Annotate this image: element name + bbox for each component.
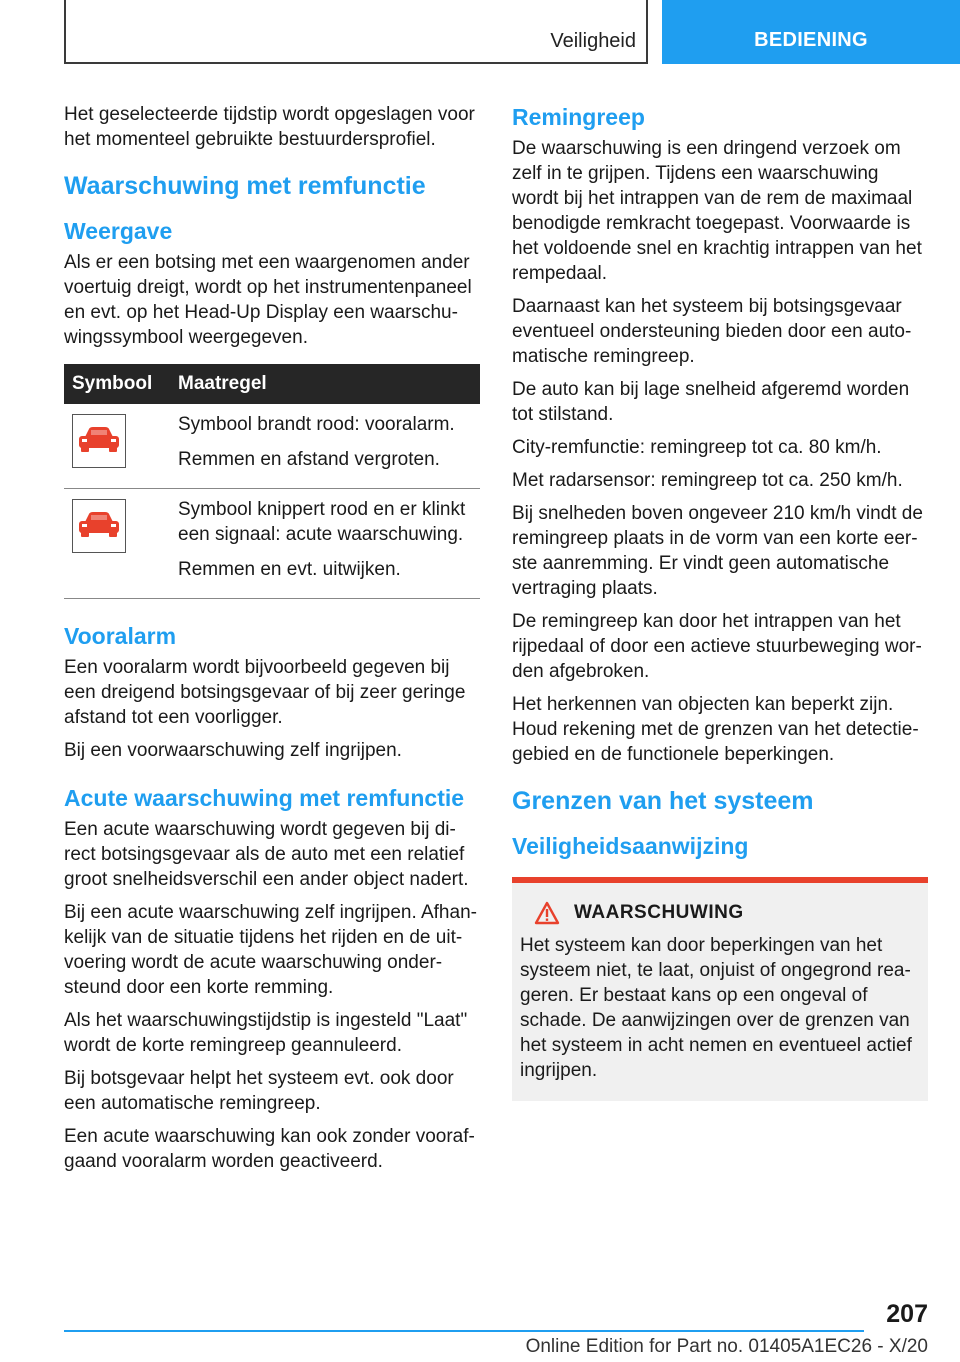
warning-text: Het systeem kan door beperkingen van het systeem niet, te laat, onjuist of ongegrond reageren. Er bestaat kans op een ongeval of schade. De aanwijzingen over de grenzen van het systeem in acht nemen en eventueel actief ingrijpen.	[520, 935, 912, 1081]
header-section-title: Veiligheid	[550, 30, 636, 52]
paragraph-acute: Een acute waarschuwing kan ook zonder voorafgaand vooralarm worden geactiveerd.	[64, 1126, 475, 1172]
measure-line: Remmen en evt. uitwijken.	[178, 559, 401, 580]
warning-title: WAARSCHUWING	[574, 902, 744, 923]
table-cell-measure	[170, 404, 480, 489]
table-header-row	[64, 364, 480, 404]
paragraph-acute: Een acute waarschuwing wordt gegeven bij direct botsingsgevaar als de auto met een relatief groot snelheidsverschil een ander object nadert.	[64, 819, 469, 890]
page-number: 207	[886, 1300, 928, 1328]
heading-veiligheid: Veiligheidsaanwijzing	[512, 833, 749, 859]
measure-line: Remmen en afstand vergroten.	[178, 449, 440, 470]
measure-line: Symbool brandt rood: vooralarm.	[178, 414, 455, 435]
heading-remingreep: Remingreep	[512, 104, 645, 130]
paragraph-remingreep: Met radarsensor: remingreep tot ca. 250 km/h.	[512, 470, 903, 491]
intro-paragraph: Het geselecteerde tijdstip wordt opgeslagen voor het momenteel gebruikte bestuurdersprofiel.	[64, 104, 475, 150]
paragraph-remingreep: City-remfunctie: remingreep tot ca. 80 km/h.	[512, 437, 882, 458]
table-cell-symbol	[64, 489, 170, 599]
heading-acute: Acute waarschuwing met remfunctie	[64, 785, 465, 811]
left-column	[64, 102, 480, 1182]
right-column	[512, 102, 928, 1101]
car-warning-icon	[72, 414, 126, 468]
paragraph-remingreep: De remingreep kan door het intrappen van het rijpedaal of door een actieve stuurbeweging worden afgebroken.	[512, 611, 922, 682]
paragraph-weergave: Als er een botsing met een waargenomen ander voertuig dreigt, wordt op het instrumentenpaneel en evt. op het Head-Up Display een waarschuwingssymbool weergegeven.	[64, 252, 472, 348]
measure-line: Symbool knippert rood en er klinkt een signaal: acute waarschuwing.	[178, 499, 466, 545]
warning-header	[534, 901, 920, 925]
paragraph-acute: Als het waarschuwingstijdstip is ingesteld "Laat" wordt de korte remingreep geannuleerd.	[64, 1010, 468, 1056]
footer-divider	[64, 1330, 864, 1332]
paragraph-remingreep: Daarnaast kan het systeem bij botsingsgevaar eventueel ondersteuning bieden door een automatische remingreep.	[512, 296, 912, 367]
table-header-symbool: Symbool	[64, 364, 170, 404]
table-row	[64, 404, 480, 489]
heading-grenzen: Grenzen van het systeem	[512, 787, 814, 815]
paragraph-remingreep: De waarschuwing is een dringend verzoek om zelf in te grijpen. Tijdens een waarschuwing wordt bij het intrappen van de rem de maximaal benodigde remkracht toegepast. Voorwaarde is het voldoende snel en krachtig intrappen van het rempedaal.	[512, 138, 922, 284]
paragraph-vooralarm: Een vooralarm wordt bijvoorbeeld gegeven bij een dreigend botsingsgevaar of bij zeer geringe afstand tot een voorligger.	[64, 657, 466, 728]
warning-triangle-icon	[534, 901, 560, 925]
paragraph-acute: Bij botsgevaar helpt het systeem evt. ook door een automatische remingreep.	[64, 1068, 454, 1114]
paragraph-acute: Bij een acute waarschuwing zelf ingrijpen. Afhankelijk van de situatie tijdens het rijden en de uitvoering wordt de acute waarschuwing ondersteund door een korte remming.	[64, 902, 477, 998]
table-header-maatregel: Maatregel	[170, 364, 480, 404]
paragraph-remingreep: Bij snelheden boven ongeveer 210 km/h vindt de remingreep plaats in de vorm van een korte eerste aanremming. Er vindt geen automatische vertraging plaats.	[512, 503, 923, 599]
heading-weergave: Weergave	[64, 218, 173, 244]
table-cell-symbol	[64, 404, 170, 489]
heading-main: Waarschuwing met remfunctie	[64, 172, 426, 200]
table-row	[64, 489, 480, 599]
paragraph-remingreep: De auto kan bij lage snelheid afgeremd worden tot stilstand.	[512, 379, 910, 425]
footer-edition: Online Edition for Part no. 01405A1EC26 - X/20	[525, 1336, 928, 1357]
car-warning-icon	[72, 499, 126, 553]
heading-vooralarm: Vooralarm	[64, 623, 177, 649]
table-cell-measure	[170, 489, 480, 599]
paragraph-vooralarm: Bij een voorwaarschuwing zelf ingrijpen.	[64, 740, 402, 761]
paragraph-remingreep: Het herkennen van objecten kan beperkt zijn. Houd rekening met de grenzen van het detectiegebied en de functionele beperkingen.	[512, 694, 919, 765]
warning-box	[512, 877, 928, 1101]
symbol-table	[64, 364, 480, 599]
header-chapter-tab[interactable]: BEDIENING	[662, 0, 960, 64]
